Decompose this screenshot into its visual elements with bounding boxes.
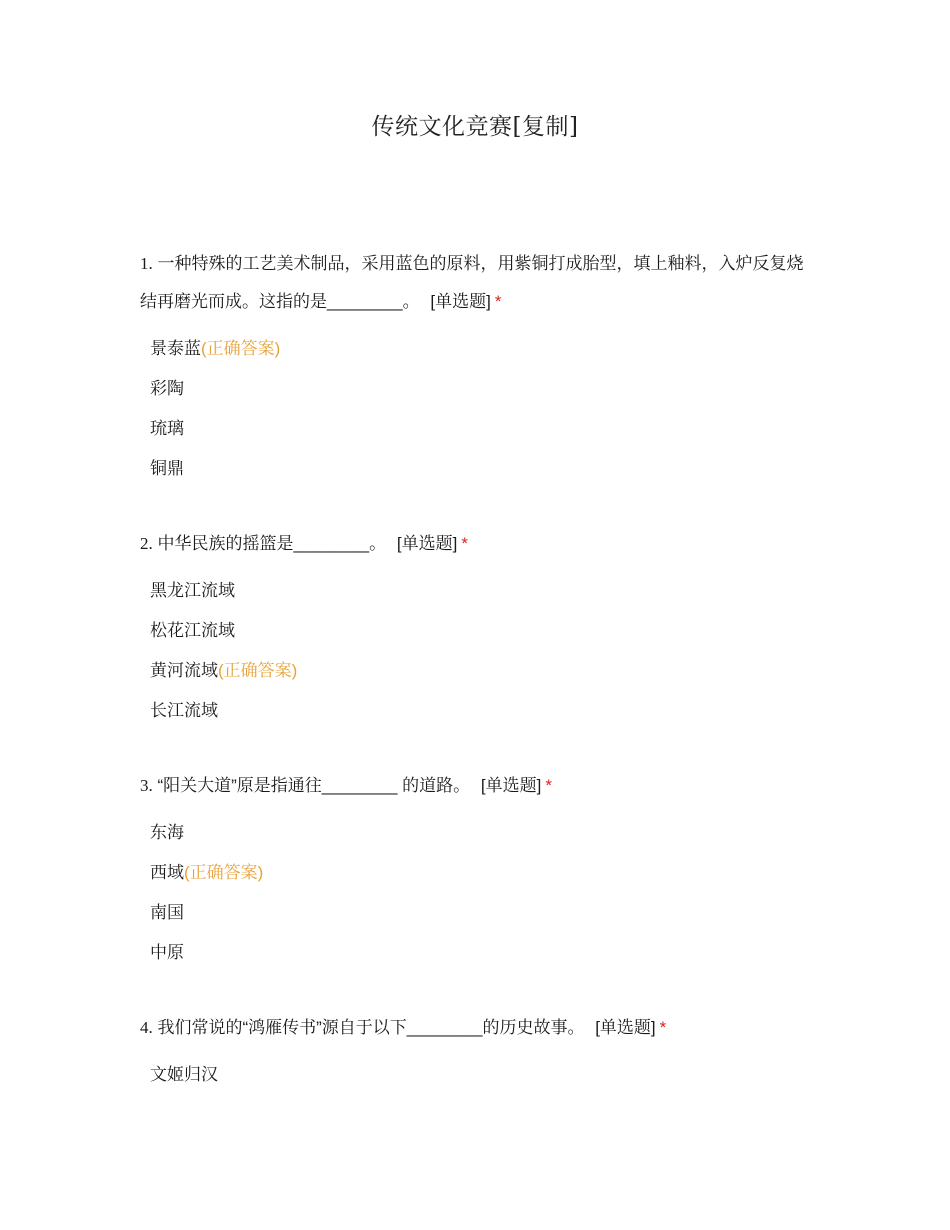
option-item[interactable] [150,611,820,651]
question-2 [140,525,820,731]
question-type: [单选题] [396,534,458,553]
question-3 [140,767,820,973]
options-list [140,571,820,731]
option-item[interactable] [150,329,820,369]
option-label: 景泰蓝 [150,339,201,358]
option-label: 西域 [150,863,184,882]
question-number: 3. [140,776,153,795]
correct-answer-mark: (正确答案) [184,863,264,882]
question-4 [140,1009,820,1095]
question-type: [单选题] [430,292,491,311]
required-mark: * [461,534,468,553]
option-item[interactable] [150,933,820,973]
option-label: 松花江流域 [150,621,235,640]
required-mark: * [494,292,502,311]
question-text [140,245,820,321]
option-label: 文姬归汉 [150,1065,218,1084]
question-number: 4. [140,1018,153,1037]
option-item[interactable] [150,691,820,731]
options-list [140,813,820,973]
option-item[interactable] [150,571,820,611]
question-1 [140,245,820,489]
option-label: 铜鼎 [150,459,184,478]
question-number: 1. [140,254,153,273]
option-label: 中原 [150,943,184,962]
option-label: 琉璃 [150,419,184,438]
question-body: 我们常说的“鸿雁传书”源自于以下________的历史故事。 [157,1018,585,1037]
option-label: 东海 [150,823,184,842]
correct-answer-mark: (正确答案) [201,339,281,358]
question-body: 中华民族的摇篮是________。 [157,534,387,553]
option-label: 黑龙江流域 [150,581,235,600]
question-body: “阳关大道”原是指通往________ 的道路。 [157,776,471,795]
option-label: 南国 [150,903,184,922]
question-text [140,1009,820,1047]
options-list [140,1055,820,1095]
question-number: 2. [140,534,153,553]
option-item[interactable] [150,369,820,409]
required-mark: * [659,1018,667,1037]
page-title: 传统文化竞赛[复制] [371,114,579,140]
option-item[interactable] [150,449,820,489]
option-item[interactable] [150,853,820,893]
question-type: [单选题] [595,1018,656,1037]
option-item[interactable] [150,893,820,933]
options-list [140,329,820,489]
option-label: 彩陶 [150,379,184,398]
option-item[interactable] [150,1055,820,1095]
option-label: 黄河流域 [150,661,218,680]
question-text [140,767,820,805]
option-label: 长江流域 [150,701,218,720]
question-type: [单选题] [480,776,542,795]
question-text [140,525,820,563]
option-item[interactable] [150,651,820,691]
question-body: 一种特殊的工艺美术制品，采用蓝色的原料，用紫铜打成胎型，填上釉料，入炉反复烧结再磨光而成。这指的是________。 [140,254,804,311]
option-item[interactable] [150,813,820,853]
option-item[interactable] [150,409,820,449]
required-mark: * [545,776,552,795]
correct-answer-mark: (正确答案) [218,661,298,680]
